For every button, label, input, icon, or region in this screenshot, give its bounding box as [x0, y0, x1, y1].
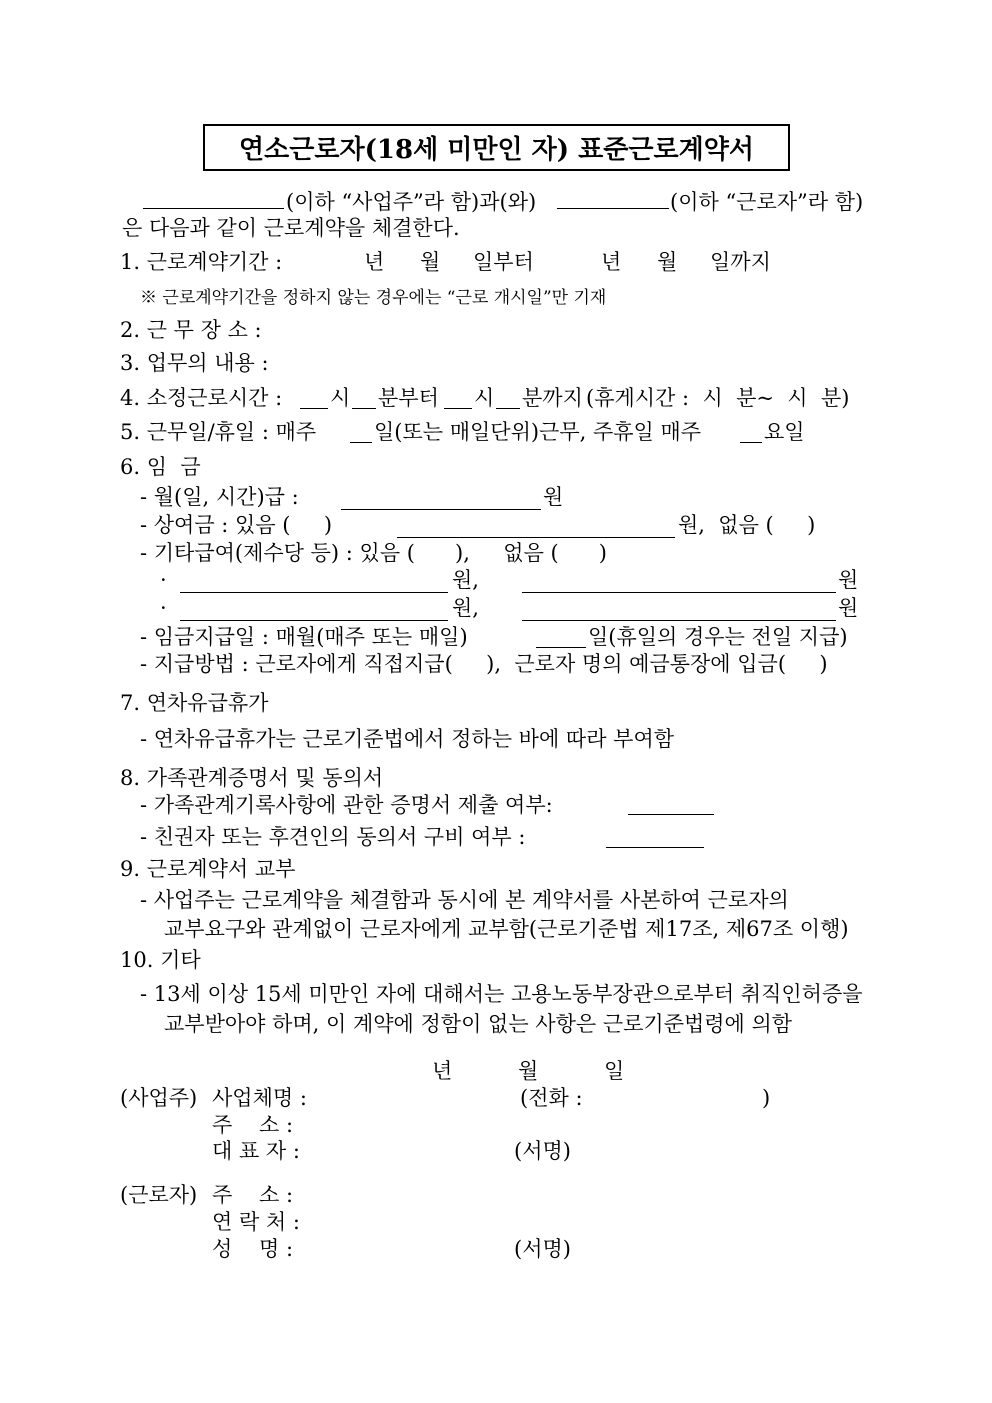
worker-label: (근로자)	[120, 1183, 198, 1207]
s6-bonus: - 상여금 : 있음 ( )	[140, 513, 333, 537]
s6-method: - 지급방법 : 근로자에게 직접지급( ), 근로자 명의 예금통장에 입금( )	[140, 652, 828, 676]
s9-line2: 교부요구와 관계없이 근로자에게 교부함(근로기준법 제17조, 제67조 이행)	[164, 917, 849, 941]
date-year: 년	[432, 1059, 453, 1083]
s10-label: 10. 기타	[120, 948, 201, 972]
s5-label: 5. 근무일/휴일 : 매주	[120, 420, 317, 444]
s6-bonus-blank[interactable]	[397, 537, 675, 538]
employer-phone-close: )	[762, 1086, 771, 1110]
employer-company-label: 사업체명 :	[212, 1086, 307, 1110]
worker-ref-text: (이하 “근로자”라 함)	[670, 190, 864, 214]
s1-end-month: 월	[657, 250, 678, 274]
s6-other-blank-2b[interactable]	[522, 620, 836, 621]
employer-ref-text: (이하 “사업주”라 함)과(와)	[286, 190, 537, 214]
s6-wage-won: 원	[543, 485, 564, 509]
employer-signature[interactable]: (서명)	[514, 1139, 571, 1163]
s6-label: 6. 임 금	[120, 455, 201, 479]
s6-bullet-2: ·	[160, 596, 167, 620]
s4-hour1: 시	[330, 386, 351, 410]
s1-note: ※ 근로계약기간을 정하지 않는 경우에는 “근로 개시일”만 기재	[140, 288, 607, 308]
s4-label: 4. 소정근로시간 :	[120, 386, 283, 410]
s6-payday-end: 일(휴일의 경우는 전일 지급)	[588, 625, 848, 649]
s1-end-year: 년	[601, 250, 622, 274]
document-title: 연소근로자(18세 미만인 자) 표준근로계약서	[239, 135, 754, 165]
s9-line1: - 사업주는 근로계약을 체결함과 동시에 본 계약서를 사본하여 근로자의	[140, 888, 789, 912]
s6-won-1b: 원	[838, 568, 859, 592]
s7-line: - 연차유급휴가는 근로기준법에서 정하는 바에 따라 부여함	[140, 727, 675, 751]
worker-name-blank[interactable]	[557, 208, 669, 209]
s1-start-month: 월	[420, 250, 441, 274]
s6-won-2b: 원	[838, 596, 859, 620]
s10-line2: 교부받아야 하며, 이 계약에 정함이 없는 사항은 근로기준법령에 의함	[164, 1012, 793, 1036]
date-month: 월	[518, 1059, 539, 1083]
s4-break: (휴게시간 : 시 분~ 시 분)	[586, 386, 850, 410]
date-day: 일	[604, 1059, 625, 1083]
s1-label: 1. 근로계약기간 :	[120, 250, 283, 274]
s6-wage-blank[interactable]	[341, 509, 541, 510]
s4-min1: 분부터	[378, 386, 439, 410]
s8-consent-blank[interactable]	[606, 847, 704, 848]
s8-line1: - 가족관계기록사항에 관한 증명서 제출 여부:	[140, 793, 553, 817]
s5-end: 요일	[764, 420, 805, 444]
s4-start-hour-blank[interactable]	[300, 408, 328, 409]
worker-signature[interactable]: (서명)	[514, 1237, 571, 1261]
s6-other-blank-1a[interactable]	[180, 592, 448, 593]
s7-label: 7. 연차유급휴가	[120, 691, 269, 715]
title-box	[203, 124, 790, 171]
s6-other-blank-1b[interactable]	[522, 592, 836, 593]
s4-end-hour-blank[interactable]	[444, 408, 472, 409]
s9-label: 9. 근로계약서 교부	[120, 857, 296, 881]
s2-label: 2. 근 무 장 소 :	[120, 318, 262, 342]
s10-line1: - 13세 이상 15세 미만인 자에 대해서는 고용노동부장관으로부터 취직인허증을	[140, 982, 863, 1006]
s6-other: - 기타급여(제수당 등) : 있음 ( ), 없음 ( )	[140, 541, 607, 565]
s8-cert-blank[interactable]	[628, 814, 714, 815]
s6-payday: - 임금지급일 : 매월(매주 또는 매일)	[140, 625, 468, 649]
s1-start-day: 일부터	[473, 250, 534, 274]
employer-name-blank[interactable]	[143, 208, 284, 209]
worker-contact-label: 연 락 처 :	[212, 1210, 300, 1234]
s8-label: 8. 가족관계증명서 및 동의서	[120, 766, 384, 790]
s5-workdays-blank[interactable]	[350, 442, 372, 443]
s5-mid: 일(또는 매일단위)근무, 주휴일 매주	[374, 420, 702, 444]
s6-bonus-won: 원, 없음 ( )	[678, 513, 816, 537]
s4-start-min-blank[interactable]	[352, 408, 376, 409]
s6-bullet-1: ·	[160, 568, 167, 592]
s1-start-year: 년	[364, 250, 385, 274]
s4-end-min-blank[interactable]	[496, 408, 520, 409]
s6-payday-blank[interactable]	[536, 647, 586, 648]
s8-line2: - 친권자 또는 후견인의 동의서 구비 여부 :	[140, 825, 526, 849]
employer-address-label: 주 소 :	[212, 1113, 294, 1137]
s6-wage: - 월(일, 시간)급 :	[140, 485, 299, 509]
employer-rep-label: 대 표 자 :	[212, 1139, 300, 1163]
employer-label: (사업주)	[120, 1086, 198, 1110]
s4-min2: 분까지	[522, 386, 583, 410]
s1-end-day: 일까지	[710, 250, 771, 274]
s6-won-1a: 원,	[452, 568, 479, 592]
s6-won-2a: 원,	[452, 596, 479, 620]
s4-hour2: 시	[474, 386, 495, 410]
s5-holiday-blank[interactable]	[740, 442, 762, 443]
s3-label: 3. 업무의 내용 :	[120, 351, 269, 375]
worker-address-label: 주 소 :	[212, 1183, 294, 1207]
s6-other-blank-2a[interactable]	[180, 620, 448, 621]
intro-line2: 은 다음과 같이 근로계약을 체결한다.	[122, 216, 460, 240]
worker-name-label: 성 명 :	[212, 1237, 294, 1261]
employer-phone-label: (전화 :	[520, 1086, 583, 1110]
